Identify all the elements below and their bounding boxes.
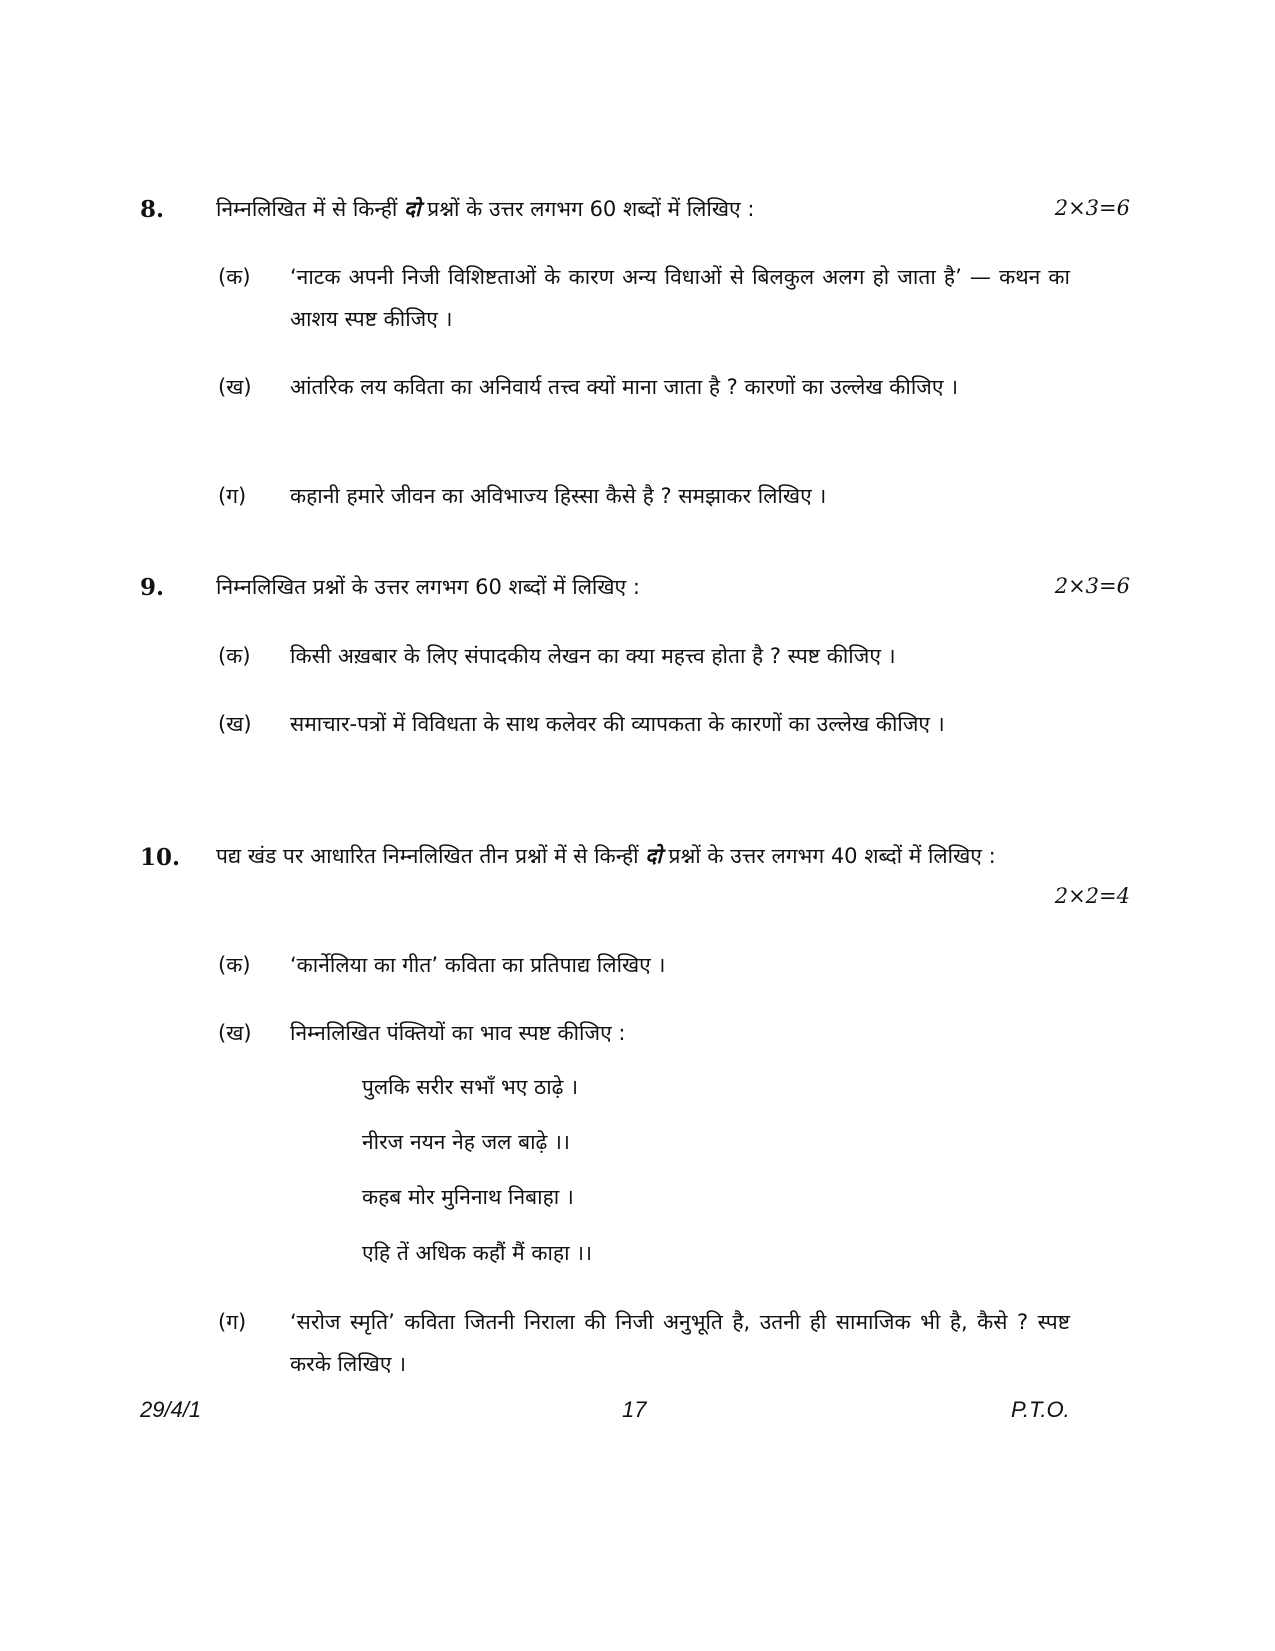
part-label: (क): [218, 265, 251, 289]
part-label: (ग): [218, 484, 247, 508]
part-label: (ख): [218, 1021, 252, 1045]
marks: 2×3=6: [1054, 196, 1130, 220]
part-label: (ख): [218, 712, 252, 736]
part-text: कहानी हमारे जीवन का अविभाज्य हिस्सा कैसे है ? समझाकर लिखिए ।: [290, 484, 827, 508]
verse-line: पुलकि सरीर सभाँ भए ठाढ़े ।: [362, 1075, 579, 1099]
marks: 2×2=4: [1054, 884, 1130, 908]
question-number: 10.: [140, 844, 181, 871]
verse-line: एहि तें अधिक कहौं मैं काहा ।।: [362, 1241, 593, 1265]
part-label: (क): [218, 644, 251, 668]
part-text: किसी अख़बार के लिए संपादकीय लेखन का क्या महत्त्व होता है ? स्पष्ट कीजिए ।: [290, 644, 896, 668]
part-text: ‘सरोज स्मृति’ कविता जितनी निराला की निजी अनुभूति है, उतनी ही सामाजिक भी है, कैसे ? स्पष्ट करके लिखिए ।: [290, 1310, 1070, 1376]
verse-line: कहब मोर मुनिनाथ निबाहा ।: [362, 1185, 574, 1209]
question-number: 9.: [140, 574, 165, 601]
pto-label: P.T.O.: [1011, 1397, 1070, 1422]
part-label: (क): [218, 953, 251, 977]
part-text: ‘नाटक अपनी निजी विशिष्टताओं के कारण अन्य विधाओं से बिलकुल अलग हो जाता है’ — कथन का आशय स्पष्ट कीजिए ।: [290, 265, 1070, 331]
question-stem: पद्य खंड पर आधारित निम्नलिखित तीन प्रश्नों में से किन्हीं दो प्रश्नों के उत्तर लगभग 40 शब्दों में लिखिए :: [216, 844, 996, 868]
part-label: (ख): [218, 375, 252, 399]
marks: 2×3=6: [1054, 574, 1130, 598]
page-number: 17: [622, 1397, 647, 1422]
paper-code: 29/4/1: [140, 1397, 202, 1422]
part-text: आंतरिक लय कविता का अनिवार्य तत्त्व क्यों माना जाता है ? कारणों का उल्लेख कीजिए ।: [290, 375, 959, 399]
part-text: निम्नलिखित पंक्तियों का भाव स्पष्ट कीजिए :: [290, 1021, 626, 1045]
question-stem: निम्नलिखित में से किन्हीं दो प्रश्नों के उत्तर लगभग 60 शब्दों में लिखिए :: [216, 197, 755, 221]
question-stem: निम्नलिखित प्रश्नों के उत्तर लगभग 60 शब्दों में लिखिए :: [216, 575, 640, 599]
question-number: 8.: [140, 196, 165, 223]
part-label: (ग): [218, 1310, 247, 1334]
part-text: समाचार-पत्रों में विविधता के साथ कलेवर की व्यापकता के कारणों का उल्लेख कीजिए ।: [290, 712, 945, 736]
part-text: ‘कार्नेलिया का गीत’ कविता का प्रतिपाद्य लिखिए ।: [290, 953, 666, 977]
verse-line: नीरज नयन नेह जल बाढ़े ।।: [362, 1130, 570, 1154]
emphasis-text: दो: [645, 844, 662, 868]
emphasis-text: दो: [403, 197, 421, 221]
